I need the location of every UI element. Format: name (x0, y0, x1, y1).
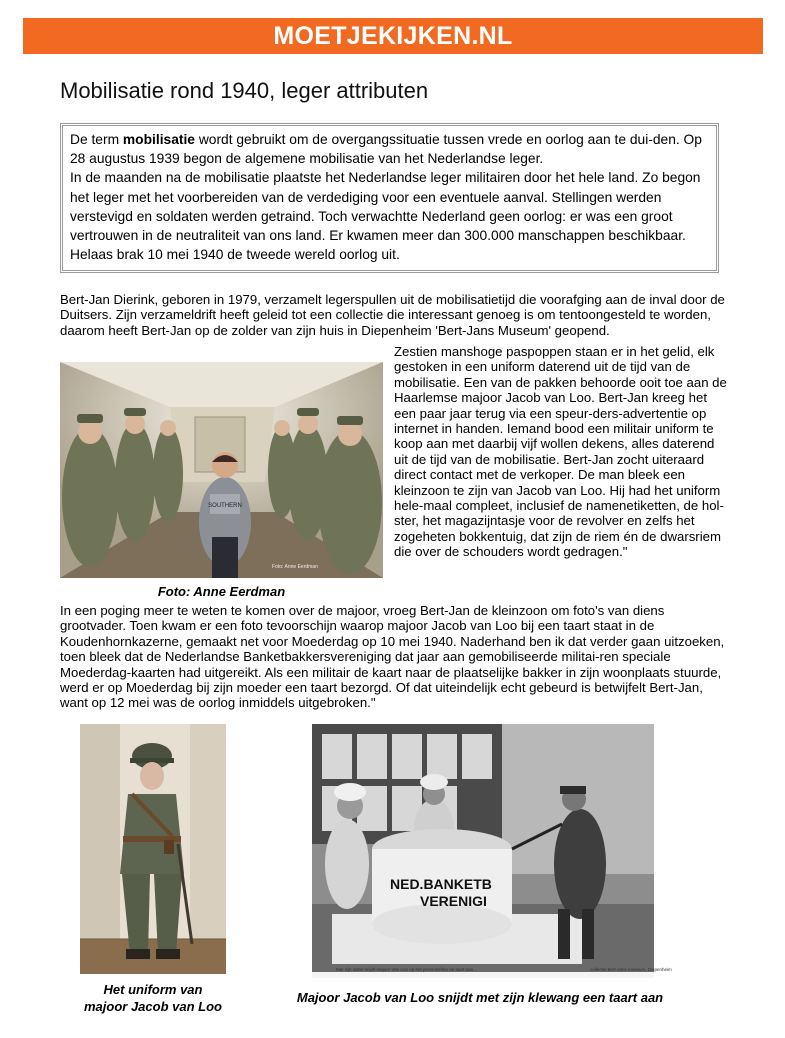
intro-prefix: De term (70, 132, 123, 147)
cake-photo-small-caption: Met zijn sabel snijdt majoor Van Loo op het promotiefoto de taart aan... (336, 967, 477, 972)
cake-photo-caption: Majoor Jacob van Loo snijdt met zijn klewang een taart aan (296, 990, 664, 1005)
museum-photo-credit: Foto: Anne Eerdman (272, 564, 318, 570)
intro-keyword: mobilisatie (122, 132, 195, 147)
uniform-photo-caption (60, 981, 246, 1015)
museum-photo (60, 362, 383, 578)
intro-line2: In de maanden na de mobilisatie plaatste het Nederlandse leger militairen door het hele land. Zo begon het leger met het voorbereiden van de verdediging voor een eventuele aanval. Stellingen werden verstevigd en soldaten werden getraind. Toch verwachtte Nederland geen oorlog: er was een groot vertrouwen in de neutraliteit van ons land. Er kwamen meer dan 300.000 manschappen beschikbaar. Helaas brak 10 mei 1940 de tweede wereld oorlog uit. (70, 170, 701, 263)
site-banner[interactable] (23, 18, 763, 54)
page-title: Mobilisatie rond 1940, leger attributen (60, 78, 429, 103)
uniform-caption-line1: Het uniform van (103, 982, 203, 997)
body-paragraph-3: In een poging meer te weten te komen over de majoor, vroeg Bert-Jan de kleinzoon om foto's van diens grootvader. Toen kwam er een foto tevoorschijn waarop majoor Jacob van Loo bij een taart staat in de Koudenhornkazerne, gemaakt net voor Moederdag op 10 mei 1940. Naderhand ben ik dat verder gaan uitzoeken, toen bleek dat de Nederlandse Banketbakkersvereniging dat jaar aan gemobiliseerde militai-ren speciale Moederdag-kaarten had uitgereikt. Als een militair de kaart naar de plaatselijke bakker in zijn woonplaats stuurde, werd er op Moederdag bij zijn moeder een taart bezorgd. Of dat uiteindelijk echt gebeurd is betwijfelt Bert-Jan, want op 12 mei was de oorlog inmiddels uitgebroken." (60, 603, 725, 711)
body-paragraph-2: Zestien manshoge paspoppen staan er in het gelid, elk gestoken in een uniform daterend uit de tijd van de mobilisatie. Een van de pakken behoorde ooit toe aan de Haarlemse majoor Jacob van Loo. Bert-Jan kreeg het een paar jaar terug via een speur-ders-advertentie op internet in handen. Iemand bood een militair uniform te koop aan met daarbij vijf wollen dekens, alles daterend uit de tijd van de mobilisatie. Bert-Jan zocht uiteraard direct contact met de verkoper. De man bleek een kleinzoon te zijn van Jacob van Loo. Hij had het uniform hele-maal compleet, inclusief de namenetiketten, de hol-ster, het magazijntasje voor de revolver en zelfs het zogeheten bokkentuig, dat zijn de riem én de dwarsriem die over de schouders wordt gedragen." (394, 344, 727, 560)
cake-text-line2: VERENIGI (420, 893, 487, 909)
cake-photo-drawing (312, 724, 654, 978)
museum-photo-caption: Foto: Anne Eerdman (157, 584, 286, 599)
body-paragraph-1: Bert-Jan Dierink, geboren in 1979, verzamelt legerspullen uit de mobilisatietijd die voorafging aan de inval door de Duitsers. Zijn verzameldrift heeft geleid tot een collectie die interessant genoeg is om tentoongesteld te worden, daarom heeft Bert-Jan op de zolder van zijn huis in Diepenheim 'Bert-Jans Museum' geopend. (60, 292, 725, 338)
intro-box (60, 123, 719, 273)
museum-photo-drawing (60, 362, 383, 578)
intro-rest: wordt gebruikt om de overgangssituatie tussen vrede en oorlog aan te dui-den. Op 28 augustus 1939 begon de algemene mobilisatie van het Nederlandse leger. (70, 132, 702, 167)
svg-text:SOUTHERN: SOUTHERN (208, 503, 242, 509)
cake-text-line1: NED.BANKETB (390, 876, 492, 892)
cake-photo-small-credit: collectie Bert-Jans museum, Diepenheim (590, 967, 672, 972)
uniform-photo (80, 724, 226, 974)
uniform-photo-drawing (80, 724, 226, 974)
cake-photo (312, 724, 654, 978)
uniform-caption-line2: majoor Jacob van Loo (84, 999, 222, 1014)
site-name[interactable]: MOETJEKIJKEN.NL (273, 22, 513, 50)
